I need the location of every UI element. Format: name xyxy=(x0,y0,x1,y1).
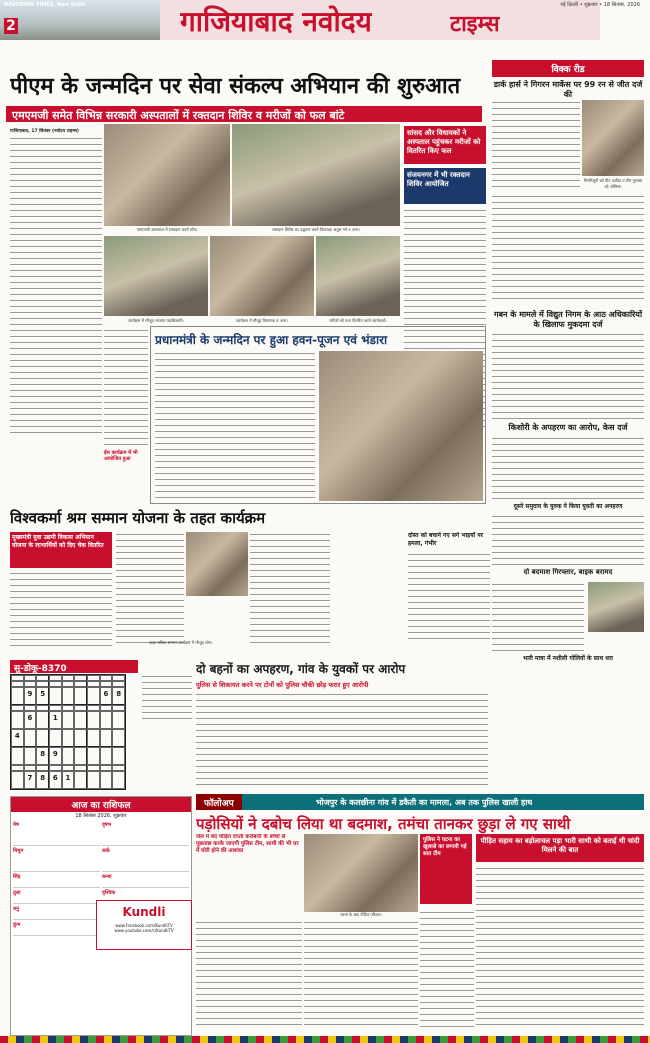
sudoku-cell xyxy=(74,729,87,747)
lead-dateline: गाजियाबाद, 17 सितंबर (नवोदय टाइम्स) xyxy=(10,129,79,134)
lead-body-text xyxy=(10,136,102,436)
followup-strip xyxy=(196,794,644,810)
rashi-item xyxy=(102,848,189,872)
sudoku-cell: 6 xyxy=(100,687,113,705)
shram-body xyxy=(116,532,184,644)
sudoku-cell xyxy=(112,771,125,789)
right-column xyxy=(492,60,644,685)
right-body-6 xyxy=(492,582,584,652)
rashi-item xyxy=(13,922,100,936)
rashi-name: वृश्चिक xyxy=(102,890,116,896)
rashi-name: वृषभ xyxy=(102,822,112,828)
right-body-2 xyxy=(492,194,644,304)
kundli-youtube[interactable]: www.youtube.com/c/KundliTV xyxy=(114,928,174,933)
sudoku-cell: 1 xyxy=(62,771,75,789)
rashi-item xyxy=(13,874,100,888)
rashi-item xyxy=(13,848,100,872)
sudoku-label: सु-डोकू-8370 xyxy=(10,660,138,673)
lead-caption-2: रक्तदान शिविर का उद्घाटन करते विधायक अतुल गर्ग व अन्य। xyxy=(272,227,360,232)
kidnap-headline: दो बहनों का अपहरण, गांव के युवकों पर आरोप xyxy=(196,662,406,676)
right-body-3 xyxy=(492,332,644,420)
followup-sidebar xyxy=(476,834,644,862)
sudoku-cell xyxy=(112,711,125,729)
rashi-name: धनु xyxy=(13,906,19,912)
lead-photo-1 xyxy=(104,124,230,226)
dateline: नई दिल्ली • शुक्रवार • 18 सितंबर, 2026 xyxy=(560,2,640,8)
rashi-name: तुला xyxy=(13,890,21,896)
followup-headline: भोजपुर के कलछीना गांव में डकैती का मामला, अब तक पुलिस खाली हाथ xyxy=(316,798,533,807)
sudoku-cell xyxy=(36,729,49,747)
right-photo xyxy=(582,100,644,176)
havan-highlight: ईस कार्यक्रम में भी आयोजित हुआ xyxy=(104,450,138,462)
shram-side-body xyxy=(10,571,112,651)
havan-photo xyxy=(319,351,483,501)
rashi-item xyxy=(13,822,100,846)
followup-body-2 xyxy=(304,920,418,1030)
sudoku-cell: 8 xyxy=(36,771,49,789)
kundli-facebook[interactable]: www.facebook.com/KundliTV xyxy=(115,923,173,928)
sudoku-cell xyxy=(112,729,125,747)
right-story-4: दूसरे समुदाय के युवक ने किया युवती का अपहरण xyxy=(513,503,623,510)
sudoku-cell: 8 xyxy=(36,747,49,765)
sudoku-cell xyxy=(62,729,75,747)
right-story-2: गबन के मामले में विद्युत निगम के आठ अधिकारियों के खिलाफ मुकदमा दर्ज xyxy=(493,310,643,329)
sudoku-cell: 6 xyxy=(49,771,62,789)
right-body-5 xyxy=(492,514,644,566)
right-label: विक्क रीड xyxy=(492,60,644,77)
brand-text: NAVODAYA TIMES, New Delhi xyxy=(4,2,86,8)
sudoku-cell: 8 xyxy=(112,687,125,705)
sudoku-cell xyxy=(112,747,125,765)
havan-headline: प्रधानमंत्री के जन्मदिन पर हुआ हवन-पूजन एवं भंडारा xyxy=(155,333,388,347)
right-story-3: किशोरी के अपहरण का आरोप, केस दर्ज xyxy=(508,423,628,432)
rashi-name: कुंभ xyxy=(13,922,21,928)
rashi-name: मिथुन xyxy=(13,848,24,854)
sudoku-instructions xyxy=(142,674,192,724)
masthead-title xyxy=(160,0,600,40)
followup-body-4 xyxy=(476,866,644,1030)
followup-tag: फॉलोअप xyxy=(196,794,242,810)
havan-box xyxy=(150,326,486,504)
shram-body-2 xyxy=(250,532,330,644)
rashi-name: सिंह xyxy=(13,874,21,880)
attack-body xyxy=(408,552,490,642)
shram-photo xyxy=(186,532,248,596)
sudoku-cell xyxy=(100,747,113,765)
sudoku-cell xyxy=(87,729,100,747)
sudoku-cell xyxy=(11,771,24,789)
lead-caption-5: मरीजों को फल वितरित करते कार्यकर्ता। xyxy=(329,318,387,323)
sudoku-cell xyxy=(87,687,100,705)
lead-caption-4: कार्यक्रम में मौजूद विधायक व अन्य। xyxy=(236,318,288,323)
sudoku-cell: 6 xyxy=(24,711,37,729)
sudoku-cell: 9 xyxy=(24,687,37,705)
page-number: 2 xyxy=(4,18,18,34)
sudoku-cell xyxy=(87,771,100,789)
sudoku-cell: 1 xyxy=(49,711,62,729)
shram-side-box xyxy=(10,532,112,652)
sudoku-cell: 4 xyxy=(11,729,24,747)
sudoku-cell xyxy=(49,729,62,747)
followup-photo-caption: घटना के बाद पीड़ित परिवार। xyxy=(340,912,382,917)
sudoku-cell xyxy=(100,711,113,729)
lead-caption-3: कार्यक्रम में मौजूद भाजपा पदाधिकारी। xyxy=(128,318,184,323)
sudoku-cell xyxy=(100,771,113,789)
right-body-4 xyxy=(492,436,644,500)
attack-headline: दोस्त को बचाने गए सगे भाइयों पर हमला, गंभीर xyxy=(408,532,484,547)
right-photo-2 xyxy=(588,582,644,632)
rashifal-label: आज का राशिफल xyxy=(11,797,191,812)
sudoku-cell xyxy=(62,747,75,765)
rashi-item xyxy=(102,874,189,888)
rashi-item xyxy=(13,906,100,920)
sudoku-cell xyxy=(62,687,75,705)
sudoku-cell: 7 xyxy=(24,771,37,789)
sudoku-cell xyxy=(36,711,49,729)
sudoku xyxy=(10,660,138,790)
followup-main: पड़ोसियों ने दबोच लिया था बदमाश, तमंचा तानकर छुड़ा ले गए साथी xyxy=(196,815,571,833)
lead-photo-2 xyxy=(232,124,400,226)
sudoku-cell xyxy=(24,729,37,747)
lead-photo-5 xyxy=(316,236,400,316)
right-story-6: भारी मात्रा में नशीली गोलियों के साथ धरा xyxy=(523,655,613,662)
lead-headline: पीएम के जन्मदिन पर सेवा संकल्प अभियान की शुरुआत xyxy=(10,74,461,99)
sudoku-cell xyxy=(11,711,24,729)
rashi-item xyxy=(102,822,189,846)
inset-headline: सांसद और विधायकों ने अस्पताल पहुंचकर मरीजों को वितरित किए फल xyxy=(404,126,486,164)
rashi-name: कर्क xyxy=(102,848,110,854)
rashifal-date: 18 सितंबर 2026, शुक्रवार xyxy=(75,813,127,819)
sudoku-cell xyxy=(100,729,113,747)
rashi-item xyxy=(13,890,100,904)
kundli-box xyxy=(96,900,192,950)
masthead-title-suffix: टाइम्स xyxy=(450,12,500,37)
followup-mid-text: पुलिस ने घटना का खुलासे का लगायी गई सात टीम xyxy=(423,837,467,857)
right-story-5: दो बदमाश गिरफ्तार, बाइक बरामद xyxy=(523,568,613,576)
sudoku-cell xyxy=(49,687,62,705)
sudoku-cell: 5 xyxy=(36,687,49,705)
sudoku-cell xyxy=(62,711,75,729)
sudoku-cell xyxy=(11,687,24,705)
sudoku-cell xyxy=(74,711,87,729)
masthead xyxy=(0,0,650,40)
right-body-1 xyxy=(492,100,580,190)
followup-sidebar-text: पीड़ित सहाय का बड़ोलाचल पड़ा भारी साथी को बताई थी चांदी मिलने की बात xyxy=(480,837,640,854)
havan-body xyxy=(155,351,315,501)
bottom-color-bar xyxy=(0,1036,650,1043)
shram-caption: दाहा श्रमिक सम्मान कार्यक्रम में मौजूद लोग। xyxy=(149,640,213,645)
lead-body-text-2 xyxy=(104,328,148,448)
lead-photo-4 xyxy=(210,236,314,316)
sudoku-cell: 9 xyxy=(49,747,62,765)
inset-subhead: संजयनगर में भी रक्तदान शिविर आयोजित xyxy=(404,168,486,204)
shram-headline: विश्वकर्मा श्रम सम्मान योजना के तहत कार्यक्रम xyxy=(10,509,266,527)
sudoku-cell xyxy=(11,747,24,765)
right-headline: डार्क हार्स ने गिगरन मार्केस पर 99 रन से जीत दर्ज की xyxy=(493,80,643,99)
kidnap-body xyxy=(196,692,488,788)
followup-body-3 xyxy=(420,910,474,1030)
lead-photo-3 xyxy=(104,236,208,316)
kidnap-subhead: पुलिस से शिकायत करने पर टोनों को पुलिस चौकी छोड़ फरार हुए आरोपी xyxy=(196,681,369,689)
sudoku-cell xyxy=(87,747,100,765)
followup-body-1 xyxy=(196,920,302,1030)
sudoku-cell xyxy=(74,771,87,789)
shram-side-head: मुख्यमंत्री युवा उद्यमी विकास अभियान योजना के लाभार्थियों को दिए चेक वितरित xyxy=(10,532,112,568)
sudoku-cell xyxy=(87,711,100,729)
lead-subhead: एमएमजी समेत विभिन्न सरकारी अस्पतालों में रक्तदान शिविर व मरीजों को फल बांटे xyxy=(6,106,482,122)
rashi-name: मेष xyxy=(13,822,19,828)
lead-caption-1: एमएमजी अस्पताल में रक्तदान करते लोग। xyxy=(136,227,198,232)
masthead-title-main: गाजियाबाद नवोदय xyxy=(180,5,372,38)
kundli-logo: Kundli xyxy=(122,905,166,919)
sudoku-cell xyxy=(74,747,87,765)
followup-bullet-box xyxy=(196,834,302,894)
sudoku-cell xyxy=(24,747,37,765)
right-photo-caption: गिरमिलूपी को पीट आदित व टीम गुलाबां को ओमिस। xyxy=(584,178,642,189)
sudoku-cell xyxy=(74,687,87,705)
sudoku-grid xyxy=(10,674,126,790)
followup-bullet: जेल में बंद पीड़ित दंपती करोबारी के बच्चों से पूछताछ करके जाएगी पुलिस टीम, साथी की भी घर में घोरी होने की आशंका xyxy=(196,834,299,854)
followup-photo xyxy=(304,834,418,912)
followup-mid xyxy=(420,834,472,904)
rashi-name: कन्या xyxy=(102,874,112,880)
